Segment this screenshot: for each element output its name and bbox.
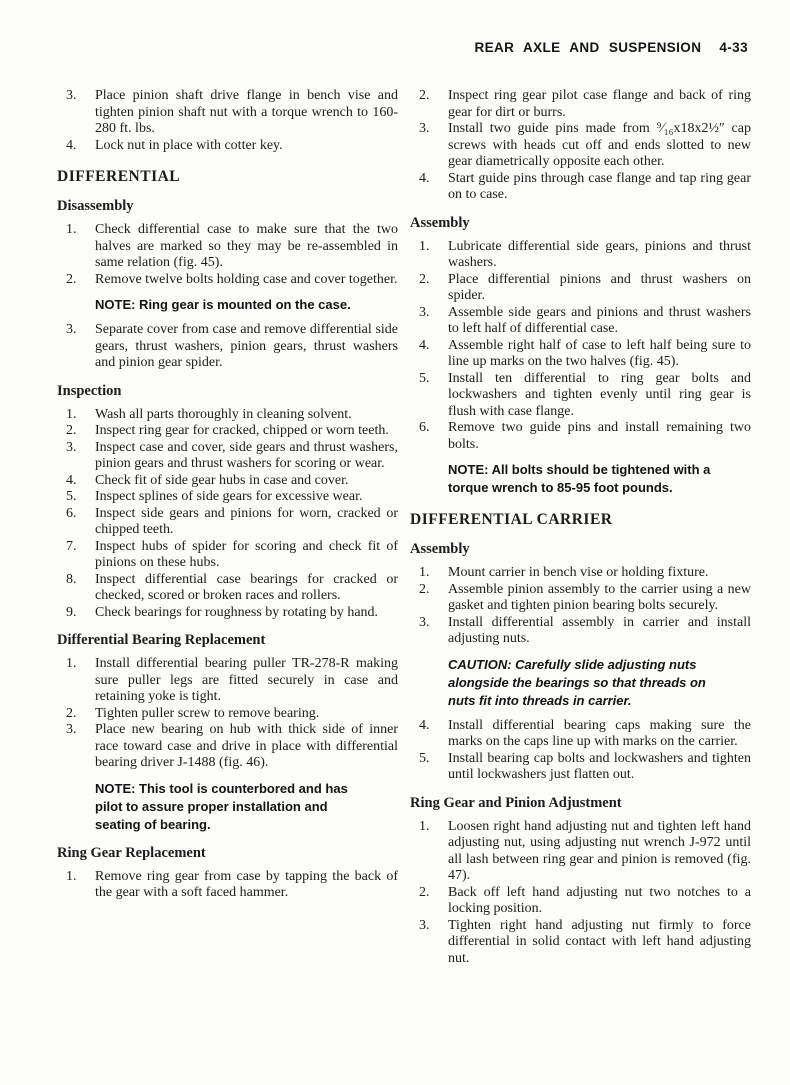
section-heading: DIFFERENTIAL CARRIER	[410, 511, 613, 528]
note-block: NOTE: This tool is counterbored and has pilot to assure proper installation and seating of bearing.	[95, 780, 348, 832]
list-item-text: Tighten right hand adjusting nut firmly to force differential in solid contact with left hand adjusting nut.	[448, 917, 751, 966]
list-item-number: 5.	[419, 370, 430, 386]
list-item-text: Install differential bearing puller TR-278-R making sure puller legs are fitted securely in case and retaining yoke is tight.	[95, 656, 398, 704]
subsection-heading: Differential Bearing Replacement	[57, 632, 266, 648]
list-item-text: Wash all parts thoroughly in cleaning solvent.	[95, 406, 352, 422]
list-item	[57, 656, 398, 706]
left-column	[57, 88, 398, 902]
list-item-text: Install two guide pins made from ⁹⁄₁₆x18x2½″ cap screws with heads cut off and ends slotted to new gear diametrically opposite each other.	[448, 121, 751, 169]
list-item	[410, 615, 751, 648]
list-item	[57, 440, 398, 473]
list-item	[57, 138, 398, 155]
list-item	[410, 121, 751, 171]
list-item-number: 4.	[419, 170, 430, 186]
list-item-text: Inspect ring gear pilot case flange and back of ring gear for dirt or burrs.	[448, 88, 751, 120]
list-item-number: 3.	[419, 917, 430, 933]
list-item-number: 1.	[419, 238, 430, 254]
list-item-number: 2.	[66, 423, 77, 438]
subsection-heading: Disassembly	[57, 198, 134, 214]
subsection-heading: Assembly	[410, 214, 470, 231]
list-item	[57, 706, 398, 723]
list-item-number: 9.	[66, 604, 77, 620]
list-item-text: Remove two guide pins and install remaining two bolts.	[448, 420, 751, 452]
list-item-text: Inspect splines of side gears for excessive wear.	[95, 489, 363, 504]
list-item-text: Inspect side gears and pinions for worn, cracked or chipped teeth.	[95, 505, 398, 537]
list-item	[57, 539, 398, 572]
list-item-text: Place differential pinions and thrust washers on spider.	[448, 271, 751, 303]
list-item-text: Remove ring gear from case by tapping the back of the gear with a soft faced hammer.	[95, 868, 398, 900]
list-item-number: 2.	[66, 271, 77, 287]
list-item-number: 4.	[419, 717, 430, 733]
subsection-heading: Ring Gear and Pinion Adjustment	[410, 794, 622, 811]
list-item-text: Inspect hubs of spider for scoring and check fit of pinions on these hubs.	[95, 538, 398, 570]
list-item-text: Install ten differential to ring gear bolts and lockwashers and tighten evenly until ring gear is flush with case flange.	[448, 370, 751, 419]
list-item	[57, 473, 398, 490]
subsection-heading: Assembly	[410, 541, 470, 557]
list-item	[410, 819, 751, 885]
list-item-number: 5.	[66, 489, 77, 504]
list-item-number: 1.	[66, 406, 77, 422]
list-item-text: Back off left hand adjusting nut two notches to a locking position.	[448, 884, 751, 916]
list-item	[57, 572, 398, 605]
right-column	[410, 88, 751, 967]
list-item-number: 4.	[419, 337, 430, 353]
list-item	[57, 605, 398, 622]
section-heading: DIFFERENTIAL	[57, 168, 181, 185]
list-item-number: 2.	[419, 581, 430, 597]
list-item-text: Install bearing cap bolts and lockwashers and tighten until lockwashers just flatten out.	[448, 750, 751, 782]
list-item-number: 3.	[66, 322, 77, 337]
list-item-text: Inspect differential case bearings for cracked or checked, scored or broken races and rollers.	[95, 571, 398, 603]
list-item-number: 3.	[419, 121, 430, 136]
list-item-number: 1.	[66, 868, 77, 884]
list-item-number: 2.	[66, 705, 77, 721]
list-item-text: Tighten puller screw to remove bearing.	[95, 705, 320, 721]
list-item	[57, 489, 398, 506]
list-item-number: 1.	[66, 656, 77, 671]
list-item-number: 2.	[419, 271, 430, 287]
note-block: NOTE: All bolts should be tightened with a torque wrench to 85-95 foot pounds.	[448, 462, 711, 495]
list-item	[57, 407, 398, 424]
subsection-heading: Ring Gear Replacement	[57, 844, 206, 861]
list-item-text: Remove twelve bolts holding case and cover together.	[95, 271, 398, 287]
list-item-text: Lock nut in place with cotter key.	[95, 137, 283, 153]
list-item-text: Start guide pins through case flange and tap ring gear on to case.	[448, 170, 751, 202]
list-item	[410, 751, 751, 784]
list-item-text: Install differential bearing caps making sure the marks on the caps line up with marks on the carrier.	[448, 717, 751, 749]
list-item-text: Place new bearing on hub with thick side of inner race toward case and drive in place with differential bearing driver J-1488 (fig. 46).	[95, 722, 398, 770]
list-item-number: 2.	[419, 884, 430, 900]
list-item	[57, 322, 398, 372]
page-header-title: REAR AXLE AND SUSPENSION	[474, 40, 702, 55]
list-item-text: Separate cover from case and remove differential side gears, thrust washers, pinion gears, thrust washers and pinion gear spider.	[95, 322, 398, 370]
list-item	[410, 239, 751, 272]
list-item	[57, 88, 398, 138]
list-item	[410, 371, 751, 421]
list-item-text: Check differential case to make sure that the two halves are marked so they may be re-assembled in same relation (fig. 45).	[95, 222, 398, 270]
list-item-text: Check bearings for roughness by rotating by hand.	[95, 604, 379, 620]
list-item-number: 1.	[419, 565, 430, 580]
list-item	[410, 88, 751, 121]
list-item	[410, 420, 751, 453]
list-item	[410, 582, 751, 615]
page-header	[474, 40, 748, 55]
list-item-number: 6.	[66, 505, 77, 521]
list-item-number: 2.	[419, 88, 430, 103]
list-item	[410, 718, 751, 751]
list-item	[57, 423, 398, 440]
list-item	[57, 272, 398, 289]
list-item-text: Assemble side gears and pinions and thrust washers to left half of differential case.	[448, 304, 751, 336]
list-item-text: Place pinion shaft drive flange in bench vise and tighten pinion shaft nut with a torque wrench to 160-280 ft. lbs.	[95, 88, 398, 136]
list-item-text: Assemble right half of case to left half being sure to line up marks on the two halves (fig. 45).	[448, 337, 751, 369]
list-item	[410, 171, 751, 204]
list-item-number: 4.	[66, 137, 77, 153]
subsection-heading: Inspection	[57, 382, 122, 399]
list-item-text: Install differential assembly in carrier and install adjusting nuts.	[448, 614, 751, 646]
list-item-number: 3.	[66, 88, 77, 103]
list-item	[57, 722, 398, 772]
list-item-number: 7.	[66, 538, 77, 554]
list-item-number: 6.	[419, 420, 430, 435]
list-item-number: 1.	[66, 222, 77, 237]
list-item-number: 4.	[66, 472, 77, 488]
list-item-number: 3.	[66, 722, 77, 737]
list-item	[410, 565, 751, 582]
list-item-number: 3.	[66, 439, 77, 455]
list-item-text: Assemble pinion assembly to the carrier using a new gasket and tighten pinion bearing bolts securely.	[448, 581, 751, 613]
list-item-text: Check fit of side gear hubs in case and cover.	[95, 472, 349, 488]
list-item	[57, 869, 398, 902]
list-item	[410, 918, 751, 968]
list-item-number: 3.	[419, 304, 430, 320]
list-item	[410, 272, 751, 305]
list-item-number: 8.	[66, 571, 77, 587]
caution-block: CAUTION: Carefully slide adjusting nuts alongside the bearings so that threads on nuts fit into threads in carrier.	[448, 656, 706, 708]
list-item-text: Mount carrier in bench vise or holding fixture.	[448, 565, 709, 580]
list-item	[410, 885, 751, 918]
list-item	[410, 305, 751, 338]
list-item-text: Lubricate differential side gears, pinions and thrust washers.	[448, 238, 751, 270]
list-item	[410, 338, 751, 371]
list-item	[57, 222, 398, 272]
list-item-number: 1.	[419, 818, 430, 834]
list-item-number: 3.	[419, 614, 430, 630]
list-item-text: Loosen right hand adjusting nut and tighten left hand adjusting nut, using adjusting nut wrench J-972 until all lash between ring gear and pinion is removed (fig. 47).	[448, 818, 751, 883]
note-block: NOTE: Ring gear is mounted on the case.	[95, 297, 351, 312]
list-item-text: Inspect case and cover, side gears and thrust washers, pinion gears and thrust washers for scoring or wear.	[95, 439, 398, 471]
list-item-text: Inspect ring gear for cracked, chipped or worn teeth.	[95, 423, 389, 438]
page-number: 4-33	[719, 40, 748, 55]
list-item-number: 5.	[419, 750, 430, 766]
list-item	[57, 506, 398, 539]
